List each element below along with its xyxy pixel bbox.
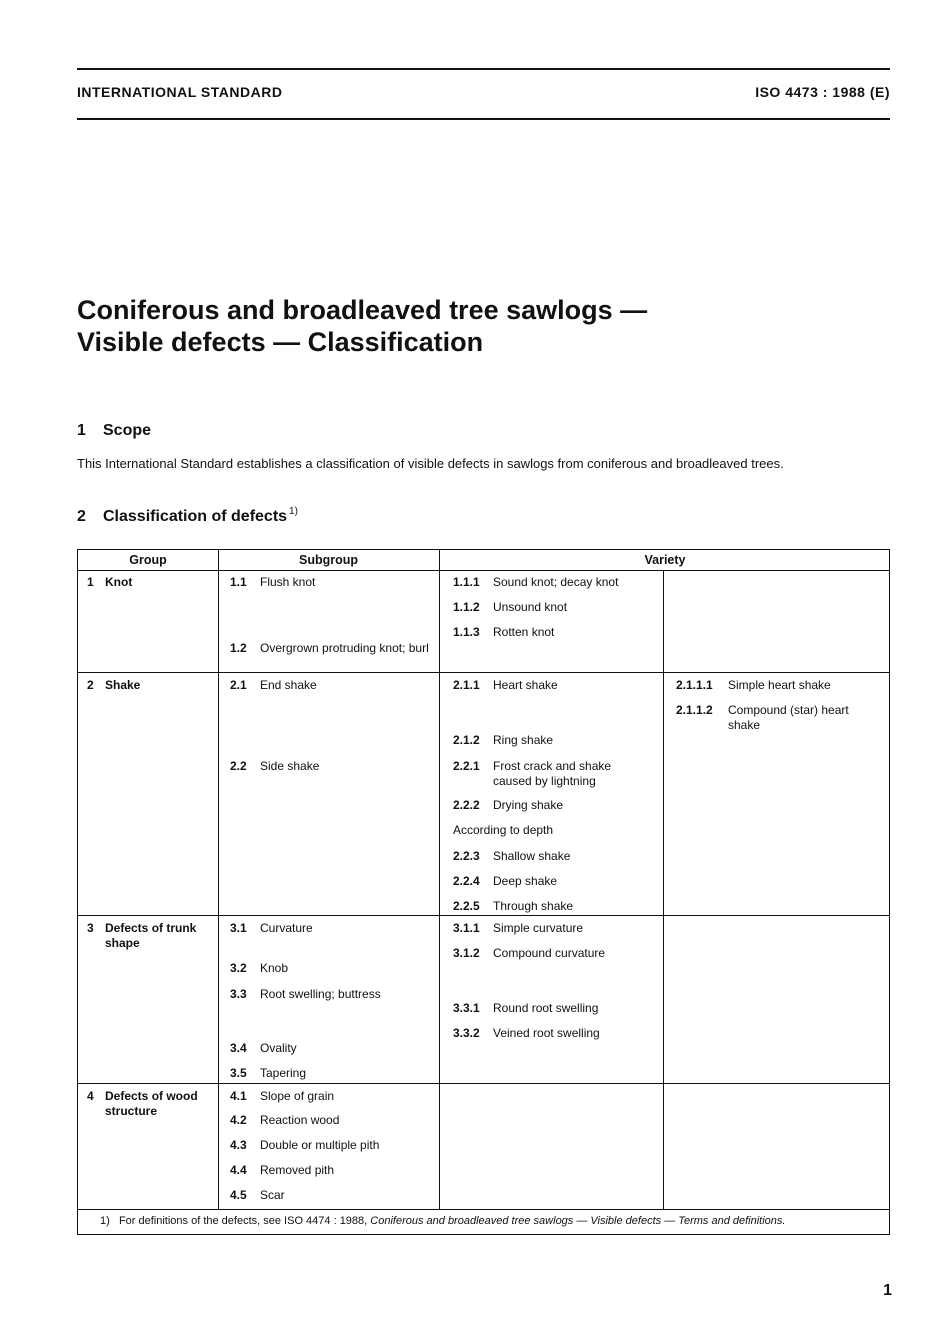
scope-paragraph: This International Standard establishes a classification of visible defects in sawlogs from coniferous and broadleaved trees. xyxy=(77,456,784,471)
column-header-variety: Variety xyxy=(644,553,686,567)
column-divider xyxy=(663,571,664,1210)
section-number: 1 xyxy=(77,422,86,439)
footnote-italic-title: Coniferous and broadleaved tree sawlogs — Visible defects — Terms and definitions. xyxy=(370,1215,786,1227)
header-row-divider xyxy=(78,570,889,571)
document-title xyxy=(77,294,647,358)
title-line-2: Visible defects — Classification xyxy=(77,327,484,357)
section-number: 2 xyxy=(77,508,86,525)
row-divider xyxy=(78,915,889,916)
header-rule-top xyxy=(77,68,890,70)
group-cell: 4 Defects of wood structure xyxy=(87,1089,198,1118)
variety-note: According to depth xyxy=(453,823,554,837)
header-rule-bottom xyxy=(77,118,890,120)
row-divider xyxy=(78,1083,889,1084)
footnote-reference: 1) xyxy=(289,506,298,517)
column-header-group: Group xyxy=(129,553,167,567)
row-divider xyxy=(78,672,889,673)
subgroup-cell: 1.2 Overgrown protruding knot; burl xyxy=(230,641,429,655)
page-number: 1 xyxy=(883,1282,892,1299)
footnote-text: For definitions of the defects, see ISO 4474 : 1988, xyxy=(118,1215,368,1227)
column-divider xyxy=(439,550,440,1210)
defects-table: Group Subgroup Variety 1 Knot 2 Shake 3 Defects of trunk shape 4 Defects of wood structure 1.1 Flush knot 1.2 Overgrown protruding knot; burl 2.1 End shake 2.2 Side shake 3.1 Curvature 3.2 Knob 3.3 Root swelling; buttress 3.4 Ovality 3.5 Tapering 4.1 Slope of grain 4.2 Reaction wood 4.3 Double or multiple pith 4.4 Removed pith 4.5 Scar 1.1.1 Sound knot; decay knot 1.1.2 Unsound knot 1.1.3 Rotten knot 2.1.1 Heart shake 2.1.2 Ring shake 2.2.1 Frost crack and shake caused by lightning 2.2.2 Drying shake According to depth 2.2.3 Shallow shake 2.2.4 Deep shake 2.2.5 Through shake 3.1.1 Simple curvature 3.1.2 Compound curvature 3.3.1 Round root swelling 3.3.2 Veined root swelling 2.1.1.1 Simple heart shake 2.1.1.2 Compound (star) heart shake 1) For definitions of the defects, see ISO 4474 : 1988, Coniferous and broadleaved tree sawlogs — Visible defects — Terms and definitions. xyxy=(77,549,890,1235)
variety-cell: 2.2.1 Frost crack and shake caused by lightning xyxy=(453,759,612,788)
section-scope-heading xyxy=(77,422,151,440)
header-standard-number: ISO 4473 : 1988 (E) xyxy=(755,84,890,100)
group-cell: 3 Defects of trunk shape xyxy=(87,921,197,950)
section-classification-heading xyxy=(77,506,298,526)
section-title: Classification of defects xyxy=(103,508,288,525)
subvariety-cell: 2.1.1.2 Compound (star) heart shake xyxy=(676,703,849,732)
column-divider xyxy=(218,550,219,1210)
title-line-1: Coniferous and broadleaved tree sawlogs — xyxy=(77,295,648,325)
header-standard-label: INTERNATIONAL STANDARD xyxy=(77,84,283,100)
footnote-mark: 1) xyxy=(100,1215,110,1227)
footnote-divider xyxy=(78,1209,889,1210)
table-footnote xyxy=(100,1215,785,1227)
section-title: Scope xyxy=(103,422,152,439)
column-header-subgroup: Subgroup xyxy=(298,553,358,567)
